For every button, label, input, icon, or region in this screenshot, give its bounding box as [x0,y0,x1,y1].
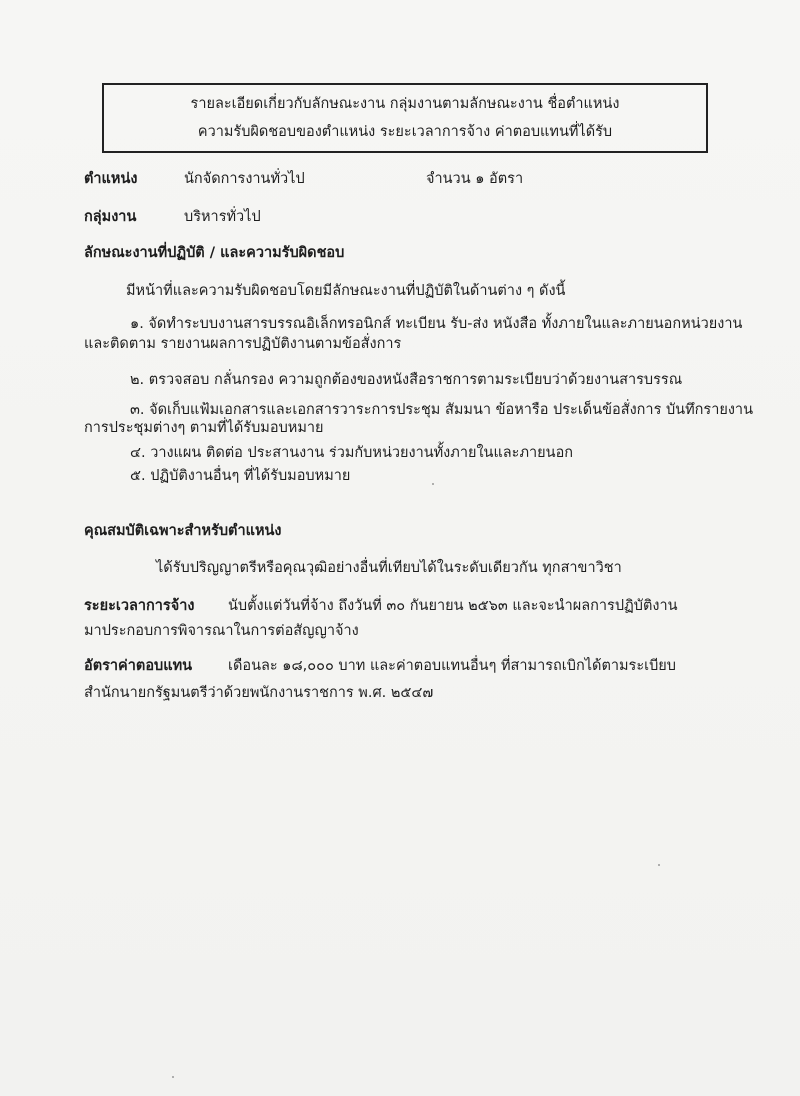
group-value: บริหารทั่วไป [184,209,261,225]
duty-item-3-cont: การประชุมต่างๆ ตามที่ได้รับมอบหมาย [84,420,324,436]
duties-intro: มีหน้าที่และความรับผิดชอบโดยมีลักษณะงานที่ปฏิบัติในด้านต่าง ๆ ดังนี้ [126,283,566,299]
position-label: ตำแหน่ง [84,171,138,187]
paper-speck [172,1076,174,1078]
pay-line-1: เดือนละ ๑๘,๐๐๐ บาท และค่าตอบแทนอื่นๆ ที่สามารถเบิกได้ตามระเบียบ [228,658,676,674]
duty-item-5: ๕. ปฏิบัติงานอื่นๆ ที่ได้รับมอบหมาย [130,468,351,484]
qualifications-heading: คุณสมบัติเฉพาะสำหรับตำแหน่ง [84,523,282,539]
duty-item-2: ๒. ตรวจสอบ กลั่นกรอง ความถูกต้องของหนังสือราชการตามระเบียบว่าด้วยงานสารบรรณ [130,372,683,388]
duty-item-3: ๓. จัดเก็บแฟ้มเอกสารและเอกสารวาระการประชุม สัมมนา ข้อหารือ ประเด็นข้อสั่งการ บันทึกรายงาน [130,402,753,418]
position-value: นักจัดการงานทั่วไป [184,171,305,187]
paper-speck [658,864,660,866]
duty-item-4: ๔. วางแผน ติดต่อ ประสานงาน ร่วมกับหน่วยงานทั้งภายในและภายนอก [130,445,574,461]
header-line-2: ความรับผิดชอบของตำแหน่ง ระยะเวลาการจ้าง ค่าตอบแทนที่ได้รับ [197,124,613,140]
header-box [102,83,708,153]
term-line-2: มาประกอบการพิจารณาในการต่อสัญญาจ้าง [84,623,359,639]
header-line-1: รายละเอียดเกี่ยวกับลักษณะงาน กลุ่มงานตามลักษณะงาน ชื่อตำแหน่ง [190,96,620,112]
pay-line-2: สำนักนายกรัฐมนตรีว่าด้วยพนักงานราชการ พ.ศ. ๒๕๔๗ [84,685,434,701]
qualifications-text: ได้รับปริญญาตรีหรือคุณวุฒิอย่างอื่นที่เทียบได้ในระดับเดียวกัน ทุกสาขาวิชา [156,560,622,576]
duties-heading: ลักษณะงานที่ปฏิบัติ / และความรับผิดชอบ [84,245,345,261]
paper-speck [432,483,434,485]
duty-item-1-cont: และติดตาม รายงานผลการปฏิบัติงานตามข้อสั่งการ [84,336,402,352]
group-label: กลุ่มงาน [84,209,137,225]
term-label: ระยะเวลาการจ้าง [84,598,195,614]
position-count: จำนวน ๑ อัตรา [426,171,524,187]
term-line-1: นับตั้งแต่วันที่จ้าง ถึงวันที่ ๓๐ กันยายน ๒๕๖๓ และจะนำผลการปฏิบัติงาน [228,598,678,614]
pay-label: อัตราค่าตอบแทน [84,658,193,674]
duty-item-1: ๑. จัดทำระบบงานสารบรรณอิเล็กทรอนิกส์ ทะเบียน รับ-ส่ง หนังสือ ทั้งภายในและภายนอกหน่วยงาน [130,316,743,332]
